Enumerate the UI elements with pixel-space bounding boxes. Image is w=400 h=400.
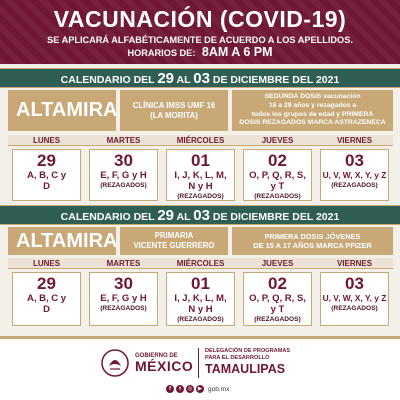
day-box	[12, 272, 81, 326]
day-letters: A, B, C y D	[26, 293, 67, 315]
youtube-icon[interactable]: ▶	[197, 386, 203, 392]
day-tag: (REZAGADOS)	[254, 316, 301, 323]
schedule-section-1	[0, 68, 400, 205]
day-number: 01	[191, 274, 210, 293]
gobierno-line1: GOBIERNO DE	[135, 353, 178, 359]
day-tag: (REZAGADOS)	[254, 193, 301, 200]
footer-separator	[198, 348, 199, 378]
day-letters: U, V, W, X, Y, y Z	[322, 170, 387, 180]
day-number: 03	[345, 151, 364, 170]
day-box	[89, 149, 158, 201]
day-tag: (REZAGADOS)	[177, 193, 224, 200]
day-number: 02	[268, 151, 287, 170]
header-banner	[0, 0, 400, 64]
day-tuesday	[85, 258, 162, 326]
dose-note: SEGUNDA DOSIS vacunación 18 a 29 años y rezagados a todos los grupos de edad y PRIMERA DOSIS REZAGADOS MARCA ASTRAZENECA	[232, 90, 393, 131]
calendar-al: AL	[176, 74, 191, 86]
location-name: CLÍNICA IMSS UMF 16 (LA MORITA)	[120, 90, 228, 131]
day-name: JUEVES	[239, 135, 316, 146]
day-letters: E, F, G y H	[100, 170, 147, 181]
day-number: 03	[345, 274, 364, 293]
schedule-section-2	[0, 205, 400, 330]
calendar-al: AL	[176, 211, 191, 223]
day-letters: I, J, K, L, M, N y H	[174, 293, 227, 315]
day-number: 02	[268, 274, 287, 293]
day-letters: O, P, Q, R, S, y T	[249, 293, 306, 315]
calendar-prefix: CALENDARIO DEL	[60, 211, 155, 223]
day-number: 29	[37, 274, 56, 293]
day-number: 29	[37, 151, 56, 170]
place-name: ALTAMIRA	[8, 227, 116, 255]
day-name: VIERNES	[316, 135, 393, 146]
day-monday	[8, 135, 85, 201]
gobierno-text	[135, 353, 193, 373]
day-thursday	[239, 135, 316, 201]
info-row	[8, 227, 393, 255]
calendar-suffix: DE DICIEMBRE DEL 2021	[212, 74, 340, 86]
hours-label: HORARIOS DE:	[127, 48, 196, 58]
dose-note: PRIMERA DOSIS JÓVENES DE 15 A 17 AÑOS MARCA PFIZER	[232, 227, 393, 255]
day-box	[243, 149, 312, 201]
day-letters: O, P, Q, R, S, y T	[249, 170, 306, 192]
day-tag: (REZAGADOS)	[177, 316, 224, 323]
day-box	[166, 149, 235, 201]
location-name: PRIMARIA VICENTE GUERRERO	[120, 227, 228, 255]
day-name: MIÉRCOLES	[162, 258, 239, 269]
calendar-suffix: DE DICIEMBRE DEL 2021	[212, 211, 340, 223]
delegacion-text	[205, 348, 290, 377]
day-friday	[316, 135, 393, 201]
day-box	[243, 272, 312, 326]
day-monday	[8, 258, 85, 326]
page-title: VACUNACIÓN (COVID-19)	[53, 6, 347, 32]
hours-value: 8AM A 6 PM	[201, 45, 273, 59]
gobierno-logo	[100, 348, 193, 378]
day-number: 30	[114, 151, 133, 170]
day-wednesday	[162, 135, 239, 201]
calendar-bar	[0, 205, 400, 225]
day-name: LUNES	[8, 258, 85, 269]
calendar-end-day: 03	[193, 70, 210, 87]
day-wednesday	[162, 258, 239, 326]
calendar-start-day: 29	[157, 70, 175, 87]
day-number: 30	[114, 274, 133, 293]
social-links	[166, 385, 229, 393]
day-letters: I, J, K, L, M, N y H	[174, 170, 227, 192]
calendar-start-day: 29	[157, 207, 175, 224]
day-name: MIÉRCOLES	[162, 135, 239, 146]
day-name: VIERNES	[316, 258, 393, 269]
instagram-icon[interactable]: ◎	[187, 386, 193, 392]
days-row	[8, 258, 393, 326]
day-tag: (REZAGADOS)	[331, 305, 378, 312]
day-box	[12, 149, 81, 201]
day-thursday	[239, 258, 316, 326]
gobierno-line2: MÉXICO	[135, 358, 194, 374]
day-name: JUEVES	[239, 258, 316, 269]
day-name: MARTES	[85, 258, 162, 269]
day-box	[166, 272, 235, 326]
info-row	[8, 90, 393, 131]
day-box	[320, 272, 389, 326]
calendar-end-day: 03	[193, 207, 210, 224]
footer	[0, 336, 400, 400]
day-letters: A, B, C y D	[26, 170, 67, 192]
day-friday	[316, 258, 393, 326]
page-subtitle: SE APLICARÁ ALFABÉTICAMENTE DE ACUERDO A LOS APELLIDOS.	[47, 35, 353, 45]
day-box	[320, 149, 389, 201]
day-letters: E, F, G y H	[100, 293, 147, 304]
website-link[interactable]: gob.mx	[208, 385, 230, 393]
day-name: LUNES	[8, 135, 85, 146]
days-row	[8, 135, 393, 201]
day-tag: (REZAGADOS)	[331, 182, 378, 189]
day-tag: (REZAGADOS)	[100, 305, 147, 312]
delegacion-line2: PARA EL DESARROLLO	[205, 355, 270, 361]
day-letters: U, V, W, X, Y, y Z	[322, 293, 387, 303]
delegacion-line1: DELEGACIÓN DE PROGRAMAS	[205, 348, 291, 354]
hours-line	[0, 46, 400, 60]
footer-divider	[0, 336, 400, 339]
facebook-icon[interactable]: f	[166, 385, 174, 393]
twitter-icon[interactable]: t	[176, 385, 184, 393]
delegacion-line3: TAMAULIPAS	[205, 362, 286, 376]
calendar-bar	[0, 68, 400, 88]
day-number: 01	[191, 151, 210, 170]
day-tuesday	[85, 135, 162, 201]
place-name: ALTAMIRA	[8, 90, 116, 131]
calendar-prefix: CALENDARIO DEL	[60, 74, 155, 86]
eagle-emblem-icon	[100, 348, 130, 378]
day-tag: (REZAGADOS)	[100, 182, 147, 189]
day-name: MARTES	[85, 135, 162, 146]
day-box	[89, 272, 158, 326]
